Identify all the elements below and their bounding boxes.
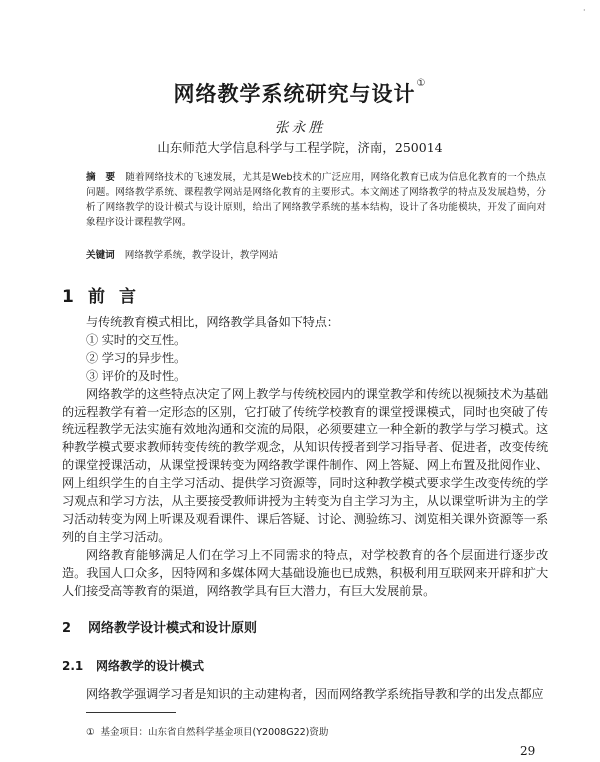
keywords-label: 关键词: [86, 250, 115, 261]
subsection-2-1-number: 2.1: [62, 659, 84, 673]
section-1-paragraph-2: 网络教育能够满足人们在学习上不同需求的特点，对学校教育的各个层面进行逐步改造。我国人口众多，因特网和多媒体网大基础设施也已成熟，积极利用互联网来开辟和扩大人们接受高等教育的渠道，网络教学具有巨大潜力，有巨大发展前景。: [62, 547, 548, 598]
title-footnote-marker: ①: [416, 78, 427, 89]
footnote-text: 基金项目：山东省自然科学基金项目(Y2008G22)资助: [100, 727, 329, 738]
footnote: [86, 724, 328, 738]
feature-item-1: ① 实时的交互性。: [86, 332, 187, 347]
abstract-label: 摘 要: [86, 172, 116, 183]
page-number: 29: [520, 744, 536, 758]
corner-mark: ·: [583, 6, 586, 15]
keywords-text: 网络教学系统，教学设计，教学网站: [124, 250, 279, 261]
abstract: [86, 170, 546, 230]
section-1-number: 1: [62, 287, 74, 307]
section-1-paragraph-1: 网络教学的这些特点决定了网上教学与传统校园内的课堂教学和传统以视频技术为基础的远程教学有着一定形态的区别，它打破了传统学校教育的课堂授课模式，同时也突破了传统远程教学无法实施有效地沟通和交流的局限，必须要建立一种全新的教学与学习模式。这种教学模式要求教师转变传统的教学观念，从知识传授者到学习指导者、促进者，改变传统的课堂授课活动，从课堂授课转变为网络教学课件制作、网上答疑、网上布置及批阅作业、网上组织学生的自主学习活动、提供学习资源等，同时这种教学模式要求学生改变传统的学习观点和学习方法，从主要接受教师讲授为主转变为自主学习为主，从以课堂听讲为主的学习活动转变为网上听课及观看课件、课后答疑、讨论、测验练习、浏览相关课外资源等一系列的自主学习活动。: [62, 386, 548, 544]
feature-item-3: ③ 评价的及时性。: [86, 368, 187, 383]
section-1-intro: 与传统教育模式相比，网络教学具备如下特点：: [86, 315, 339, 329]
section-2-number: 2: [62, 621, 72, 636]
abstract-text: 随着网络技术的飞速发展，尤其是Web技术的广泛应用，网络化教育已成为信息化教育的一个热点问题。网络教学系统、课程教学网站是网络化教育的主要形式。本文阐述了网络教学的特点及发展趋势，分析了网络教学的设计模式与设计原则，给出了网络教学系统的基本结构，设计了各功能模块，开发了面向对象程序设计课程教学网。: [86, 172, 547, 228]
section-2-heading: [62, 617, 257, 636]
section-1-body: [62, 314, 548, 601]
author-affiliation: 山东师范大学信息科学与工程学院，济南，250014: [157, 140, 443, 155]
author-name: 张永胜: [274, 120, 326, 136]
paper-title-text: 网络教学系统研究与设计: [173, 82, 416, 106]
footnote-divider: [86, 712, 176, 713]
section-1-heading: [62, 282, 150, 307]
section-1-title: 前言: [88, 287, 150, 307]
subsection-2-1-first-line: 网络教学强调学习者是知识的主动建构者，因而网络教学系统指导教和学的出发点都应: [86, 687, 544, 701]
subsection-2-1-heading: [62, 657, 204, 674]
keywords: [86, 247, 546, 261]
section-2-title: 网络教学设计模式和设计原则: [88, 621, 258, 636]
paper-title: [0, 78, 600, 108]
footnote-marker: ①: [86, 727, 95, 738]
feature-item-2: ② 学习的异步性。: [86, 350, 187, 365]
subsection-2-1-title: 网络教学的设计模式: [96, 659, 205, 673]
